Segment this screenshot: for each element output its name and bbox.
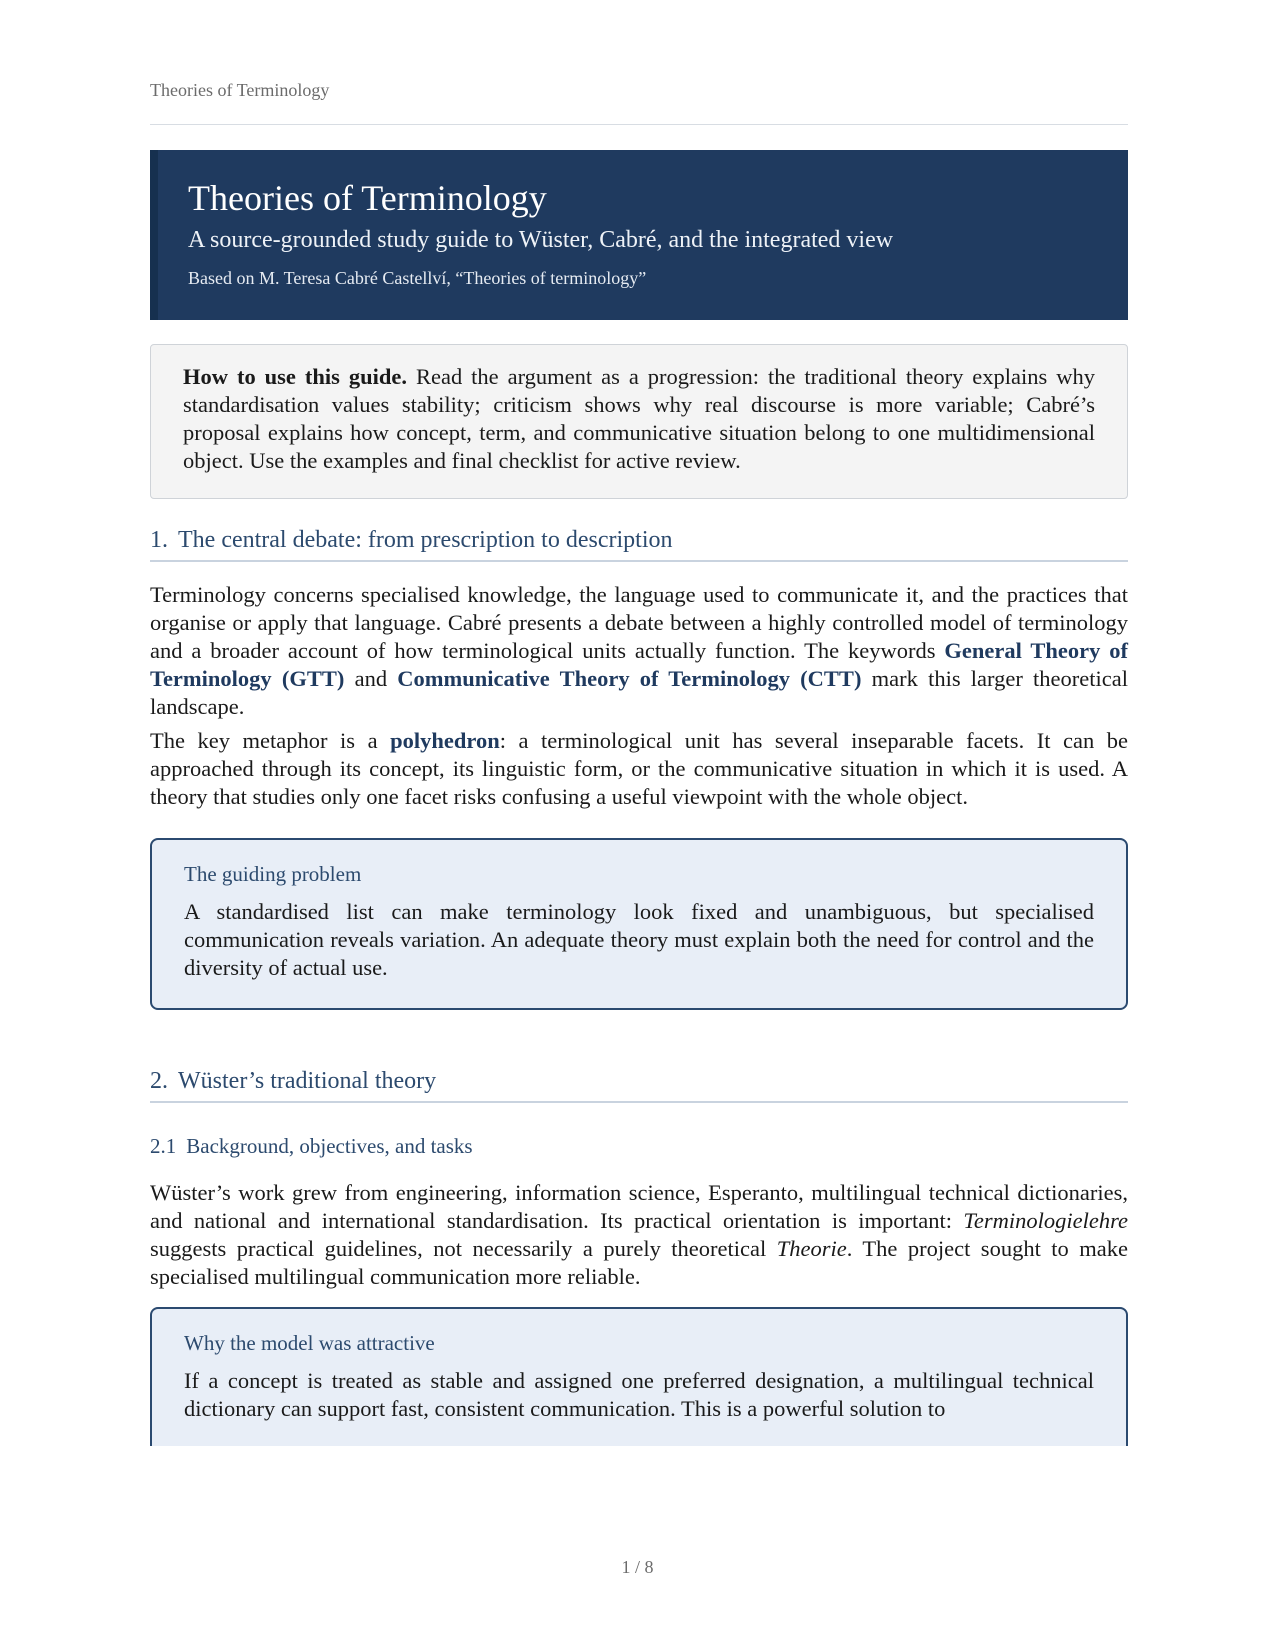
attractive-model-callout xyxy=(150,1307,1128,1446)
text-run: and xyxy=(344,666,398,691)
text-run: . The project sought to make specialised multilingual communication more reliable. xyxy=(150,1236,1128,1289)
source-line: Based on M. Teresa Cabré Castellví, “Theories of terminology” xyxy=(188,268,647,288)
key-term-gtt: General Theory of Terminology (GTT) xyxy=(150,638,1128,691)
section-1-number: 1. xyxy=(150,527,168,553)
section-1-paragraph-2 xyxy=(150,727,1128,811)
key-term-polyhedron: polyhedron xyxy=(390,728,500,753)
key-term-ctt: Communicative Theory of Terminology (CTT) xyxy=(397,666,862,691)
usage-note-box xyxy=(150,344,1128,499)
subsection-2-1-heading xyxy=(150,1132,1128,1160)
document-subtitle: A source-grounded study guide to Wüster, Cabré, and the integrated view xyxy=(188,227,894,253)
section-1-heading xyxy=(150,522,1128,562)
callout-body: If a concept is treated as stable and assigned one preferred designation, a multilingual technical dictionary can support fast, consistent communication. This is a powerful solution to xyxy=(184,1368,1094,1421)
emphasis-terminologielehre: Terminologielehre xyxy=(963,1208,1128,1233)
usage-note-text: Read the argument as a progression: the traditional theory explains why standardisation values stability; criticism shows why real discourse is more variable; Cabré’s proposal explains how concept, term, and communicative situation belong to one multidimensional object. Use the examples and final checklist for active review. xyxy=(183,364,1095,473)
emphasis-theorie: Theorie xyxy=(776,1236,847,1261)
text-run: Terminology concerns specialised knowledge, the language used to communicate it, and the practices that organise or apply that language. Cabré presents a debate between a highly controlled model of terminology and a broader account of how terminological units actually function. The keywords xyxy=(150,582,1128,663)
header-divider xyxy=(150,124,1128,125)
section-1-paragraph-1 xyxy=(150,581,1128,721)
callout-title: The guiding problem xyxy=(184,862,362,886)
text-run: : a terminological unit has several inseparable facets. It can be approached through its concept, its linguistic form, or the communicative situation in which it is used. A theory that studies only one facet risks confusing a useful viewpoint with the whole object. xyxy=(150,728,1129,809)
guiding-problem-callout xyxy=(150,838,1128,1010)
running-head: Theories of Terminology xyxy=(150,80,330,100)
text-run: mark this larger theoretical landscape. xyxy=(150,666,1128,719)
page-number: 1 / 8 xyxy=(621,1557,654,1577)
usage-note-lead: How to use this guide. xyxy=(183,364,407,389)
text-run: suggests practical guidelines, not necessarily a purely theoretical xyxy=(150,1236,777,1261)
document-title: Theories of Terminology xyxy=(188,178,547,218)
section-2-title: Wüster’s traditional theory xyxy=(178,1068,437,1094)
section-2-number: 2. xyxy=(150,1068,168,1094)
title-block xyxy=(150,150,1128,320)
section-2-heading xyxy=(150,1063,1128,1103)
section-2-1-paragraph-1 xyxy=(150,1179,1128,1291)
subsection-2-1-title: Background, objectives, and tasks xyxy=(186,1134,473,1158)
subsection-2-1-number: 2.1 xyxy=(150,1134,177,1158)
text-run: The key metaphor is a xyxy=(150,728,391,753)
callout-body: A standardised list can make terminology look fixed and unambiguous, but specialised communication reveals variation. An adequate theory must explain both the need for control and the diversity of actual use. xyxy=(184,899,1094,980)
callout-title: Why the model was attractive xyxy=(184,1331,435,1355)
text-run: Wüster’s work grew from engineering, information science, Esperanto, multilingual technical dictionaries, and national and international standardisation. Its practical orientation is important: xyxy=(150,1180,1128,1233)
section-1-title: The central debate: from prescription to description xyxy=(178,527,673,553)
